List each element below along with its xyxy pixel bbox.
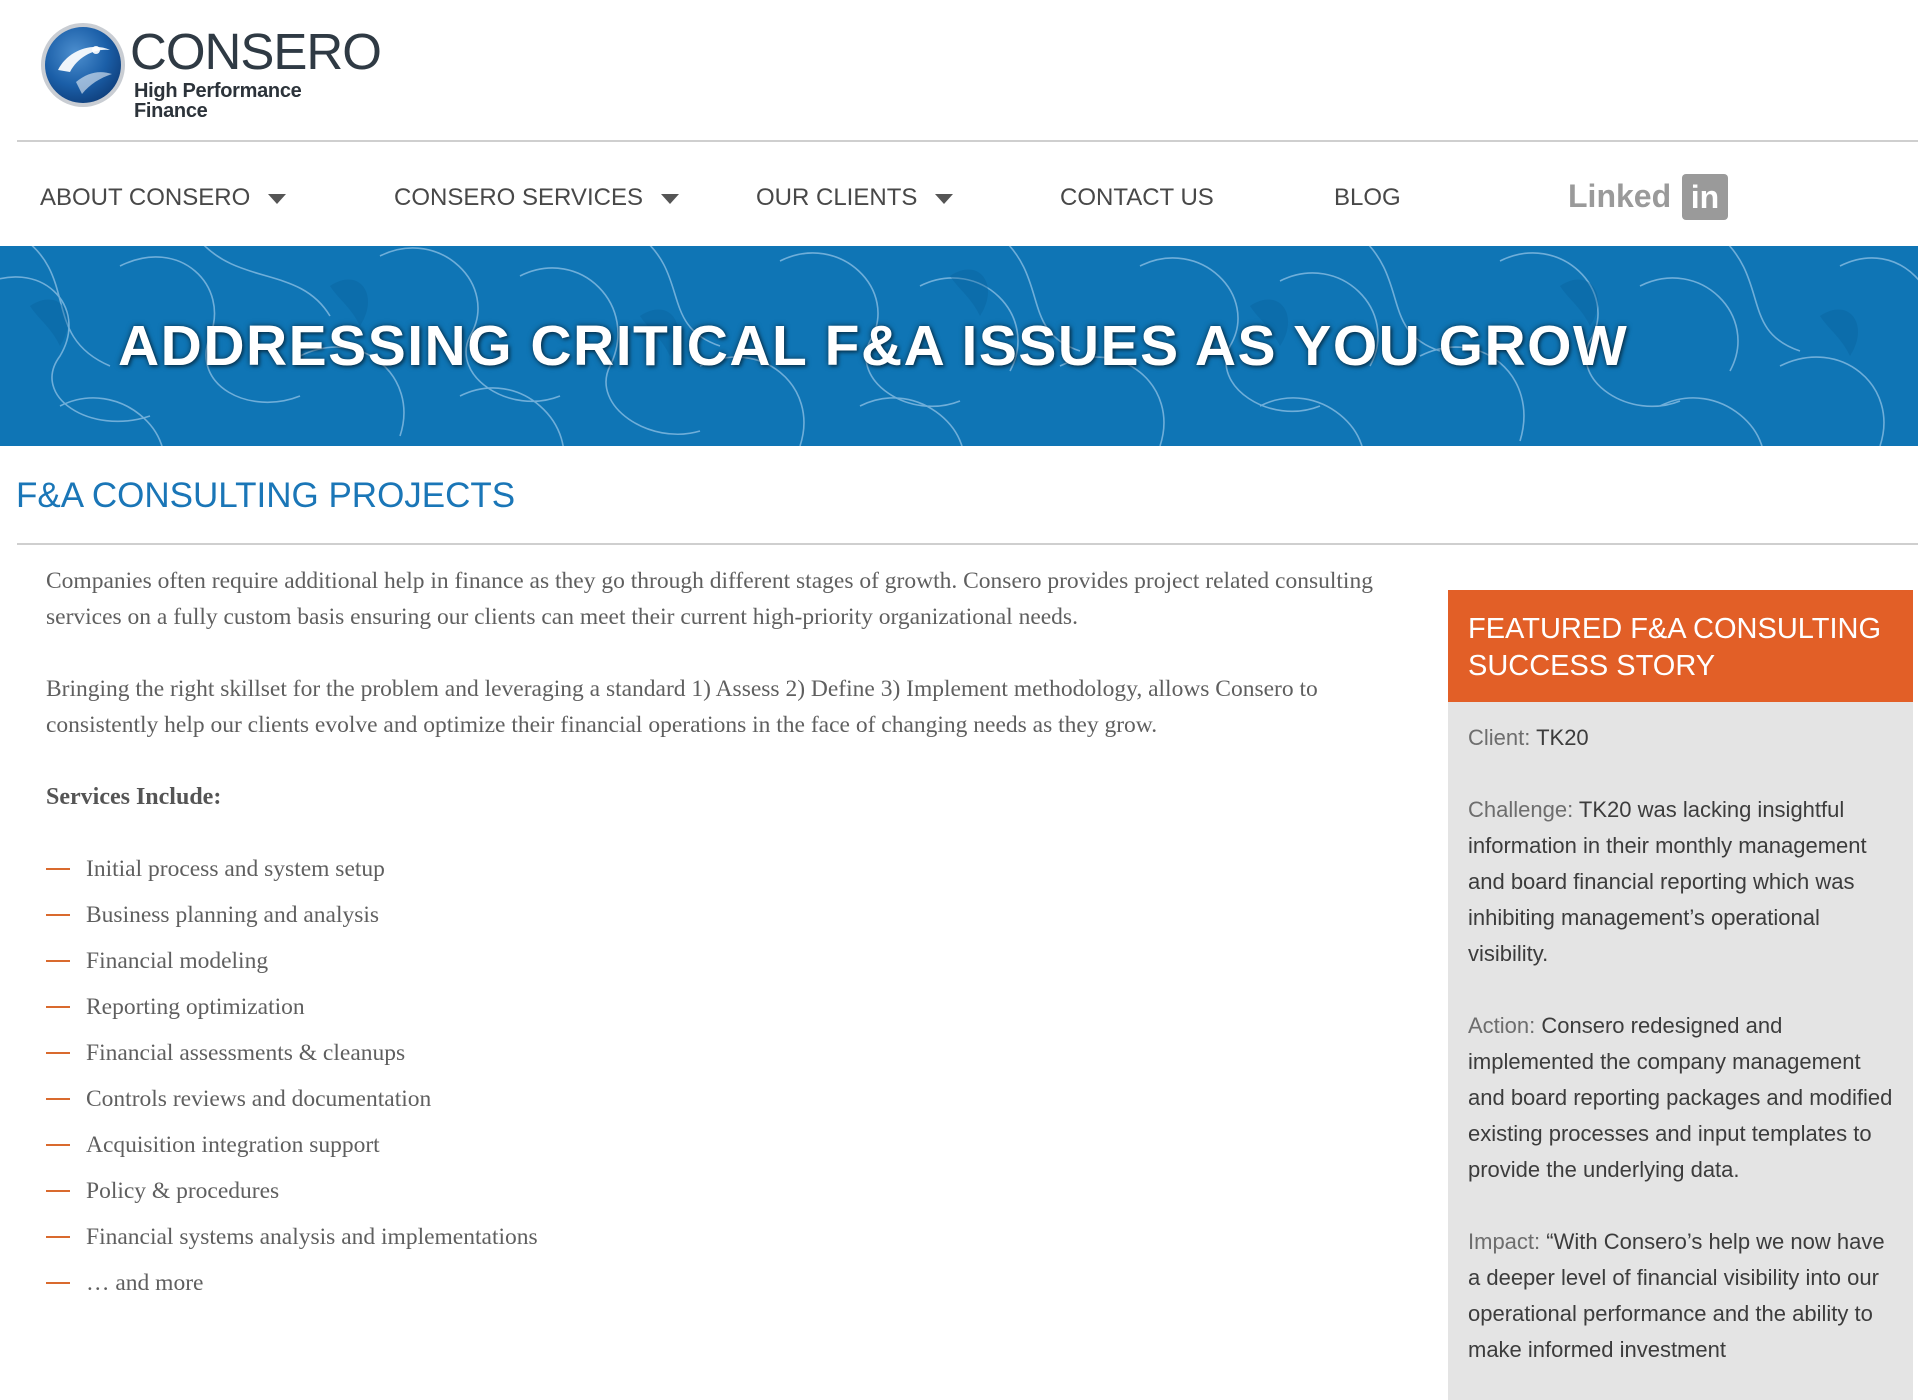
featured-header xyxy=(1448,590,1913,702)
dash-bullet-icon xyxy=(46,914,70,916)
list-item-label: Acquisition integration support xyxy=(86,1132,380,1158)
impact-label: Impact: xyxy=(1468,1229,1541,1254)
linkedin-icon: in xyxy=(1682,174,1728,220)
nav-item-label: ABOUT CONSERO xyxy=(40,184,251,211)
featured-success-story xyxy=(1448,590,1913,1400)
dash-bullet-icon xyxy=(46,1190,70,1192)
list-item xyxy=(46,943,1376,989)
client-label: Client: xyxy=(1468,725,1531,750)
methodology-paragraph: Bringing the right skillset for the problem and leveraging a standard 1) Assess 2) Define 3) Implement methodology, allows Consero to consistently help our clients evolve and optimize their financial operations in the face of changing needs as they grow. xyxy=(46,676,1318,738)
client-line xyxy=(1468,720,1898,756)
logo-name: CONSERO xyxy=(130,23,381,80)
challenge-label: Challenge: xyxy=(1468,797,1574,822)
chevron-down-icon xyxy=(661,194,679,204)
nav-item-label: BLOG xyxy=(1334,184,1401,211)
intro-paragraph: Companies often require additional help in finance as they go through different stages of growth. Consero provides project related consulting services on a fully custom basis ensuring our clients can meet their current high-priority organizational needs. xyxy=(46,568,1373,630)
nav-item-blog[interactable] xyxy=(1334,186,1401,210)
impact-text: “With Consero’s help we now have a deeper level of financial visibility into our operational performance and the ability to make informed investment xyxy=(1468,1229,1885,1362)
main-content xyxy=(46,563,1376,1311)
nav-item-about-consero[interactable] xyxy=(40,186,286,210)
banner-title: ADDRESSING CRITICAL F&A ISSUES AS YOU GROW xyxy=(118,314,1629,378)
list-item-label: Controls reviews and documentation xyxy=(86,1086,432,1112)
dash-bullet-icon xyxy=(46,1052,70,1054)
dash-bullet-icon xyxy=(46,960,70,962)
nav-item-label: CONSERO SERVICES xyxy=(394,184,643,211)
linkedin-text: Linked xyxy=(1568,178,1672,214)
challenge-text: TK20 was lacking insightful information in their monthly management and board financial reporting which was inhibiting management’s operational visibility. xyxy=(1468,797,1867,966)
list-item xyxy=(46,897,1376,943)
dash-bullet-icon xyxy=(46,1236,70,1238)
list-item xyxy=(46,1219,1376,1265)
list-item xyxy=(46,1265,1376,1311)
nav-item-our-clients[interactable] xyxy=(756,186,953,210)
list-item-label: Initial process and system setup xyxy=(86,856,385,882)
nav-item-contact-us[interactable] xyxy=(1060,186,1214,210)
section-divider xyxy=(17,543,1918,545)
list-item-label: Financial modeling xyxy=(86,948,269,974)
list-item xyxy=(46,1173,1376,1219)
impact-line xyxy=(1468,1224,1898,1368)
dash-bullet-icon xyxy=(46,1144,70,1146)
client-value: TK20 xyxy=(1536,725,1589,750)
chevron-down-icon xyxy=(935,194,953,204)
list-item-label: Policy & procedures xyxy=(86,1178,280,1204)
services-heading: Services Include: xyxy=(46,784,222,810)
site-header xyxy=(0,0,1918,141)
dash-bullet-icon xyxy=(46,1006,70,1008)
list-item xyxy=(46,851,1376,897)
dash-bullet-icon xyxy=(46,1282,70,1284)
dash-bullet-icon xyxy=(46,868,70,870)
logo[interactable] xyxy=(38,20,381,122)
action-label: Action: xyxy=(1468,1013,1536,1038)
action-line xyxy=(1468,1008,1898,1188)
list-item xyxy=(46,1035,1376,1081)
dash-bullet-icon xyxy=(46,1098,70,1100)
chevron-down-icon xyxy=(268,194,286,204)
services-list xyxy=(46,851,1376,1311)
list-item-label: … and more xyxy=(86,1270,204,1296)
hero-banner xyxy=(0,246,1918,446)
list-item-label: Business planning and analysis xyxy=(86,902,380,928)
featured-title: FEATURED F&A CONSULTING SUCCESS STORY xyxy=(1468,613,1882,682)
list-item-label: Financial systems analysis and implementations xyxy=(86,1224,538,1250)
nav-item-label: OUR CLIENTS xyxy=(756,184,918,211)
list-item xyxy=(46,989,1376,1035)
nav-item-consero-services[interactable] xyxy=(394,186,679,210)
page-title: F&A CONSULTING PROJECTS xyxy=(16,476,516,515)
consero-logo-icon xyxy=(38,20,128,110)
list-item-label: Reporting optimization xyxy=(86,994,305,1020)
logo-tagline: High Performance Finance xyxy=(134,80,302,122)
list-item xyxy=(46,1081,1376,1127)
list-item xyxy=(46,1127,1376,1173)
action-text: Consero redesigned and implemented the company management and board reporting packages and modified existing processes and input templates to provide the underlying data. xyxy=(1468,1013,1893,1182)
featured-body xyxy=(1448,702,1913,1400)
main-nav xyxy=(0,142,1918,246)
featured-text xyxy=(1468,720,1898,1400)
nav-item-label: CONTACT US xyxy=(1060,184,1214,211)
list-item-label: Financial assessments & cleanups xyxy=(86,1040,406,1066)
challenge-line xyxy=(1468,792,1898,972)
